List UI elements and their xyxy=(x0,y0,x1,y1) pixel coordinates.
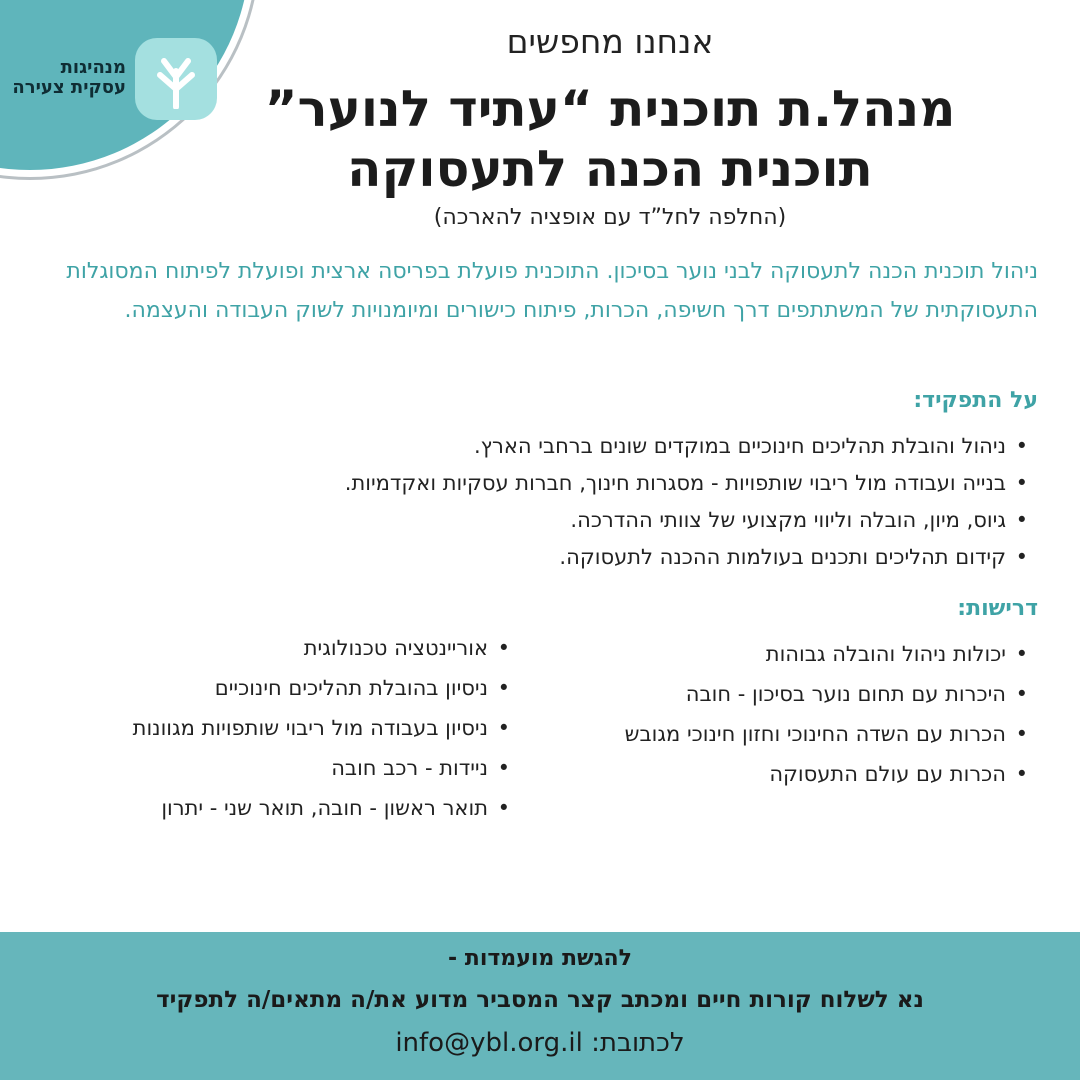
logo-line-2: עסקית צעירה xyxy=(12,77,126,98)
eyebrow-text: אנחנו מחפשים xyxy=(506,22,714,61)
page-subtitle: (החלפה לחל”ד עם אופציה להארכה) xyxy=(433,205,787,230)
apply-banner xyxy=(0,932,1080,1080)
email-link[interactable]: info@ybl.org.il xyxy=(395,1028,583,1058)
requirement-item: • יכולות ניהול והובלה גבוהות xyxy=(558,634,1028,674)
address-label: לכתובת: xyxy=(591,1028,685,1058)
apply-instructions: נא לשלוח קורות חיים ומכתב קצר המסביר מדוע את/ה מתאים/ה לתפקיד xyxy=(156,987,924,1013)
requirement-item: • ניידות - רכב חובה xyxy=(10,748,510,788)
requirement-item: • ניסיון בהובלת תהליכים חינוכיים xyxy=(10,668,510,708)
logo-text xyxy=(6,58,126,98)
requirement-item: • ניסיון בעבודה מול ריבוי שותפויות מגוונות xyxy=(10,708,510,748)
role-item: • ניהול והובלת תהליכים חינוכיים במוקדים שונים ברחבי הארץ. xyxy=(88,428,1028,465)
logo-badge xyxy=(135,38,217,120)
apply-address xyxy=(0,1028,1080,1058)
requirements-heading: דרישות: xyxy=(957,596,1038,621)
role-item: • בנייה ועבודה מול ריבוי שותפויות - מסגרות חינוך, חברות עסקיות ואקדמיות. xyxy=(88,465,1028,502)
intro-paragraph: ניהול תוכנית הכנה לתעסוקה לבני נוער בסיכון. התוכנית פועלת בפריסה ארצית ופועלת לפיתוח המסוגלות התעסוקתית של המשתתפים דרך חשיפה, הכרות, פיתוח כישורים ומיומנויות לשוק העבודה והעצמה. xyxy=(66,259,1038,323)
apply-heading: להגשת מועמדות - xyxy=(448,946,632,971)
requirement-item: • הכרות עם השדה החינוכי וחזון חינוכי מגובש xyxy=(558,714,1028,754)
role-list xyxy=(88,428,1028,576)
role-item: • גיוס, מיון, הובלה וליווי מקצועי של צוותי ההדרכה. xyxy=(88,502,1028,539)
role-item: • קידום תהליכים ותכנים בעולמות ההכנה לתעסוקה. xyxy=(88,539,1028,576)
requirement-item: • הכרות עם עולם התעסוקה xyxy=(558,754,1028,794)
page-title-line-1: מנהל.ת תוכנית “עתיד לנוער” xyxy=(264,80,956,138)
sprout-icon xyxy=(148,49,204,109)
requirements-list-left xyxy=(10,628,510,828)
requirement-item: • תואר ראשון - חובה, תואר שני - יתרון xyxy=(10,788,510,828)
logo-line-1: מנהיגות xyxy=(60,57,126,78)
page-title-line-2: תוכנית הכנה לתעסוקה xyxy=(347,140,873,198)
role-heading: על התפקיד: xyxy=(913,388,1038,413)
requirement-item: • היכרות עם תחום נוער בסיכון - חובה xyxy=(558,674,1028,714)
requirements-list-right xyxy=(558,634,1028,794)
requirement-item: • אוריינטציה טכנולוגית xyxy=(10,628,510,668)
